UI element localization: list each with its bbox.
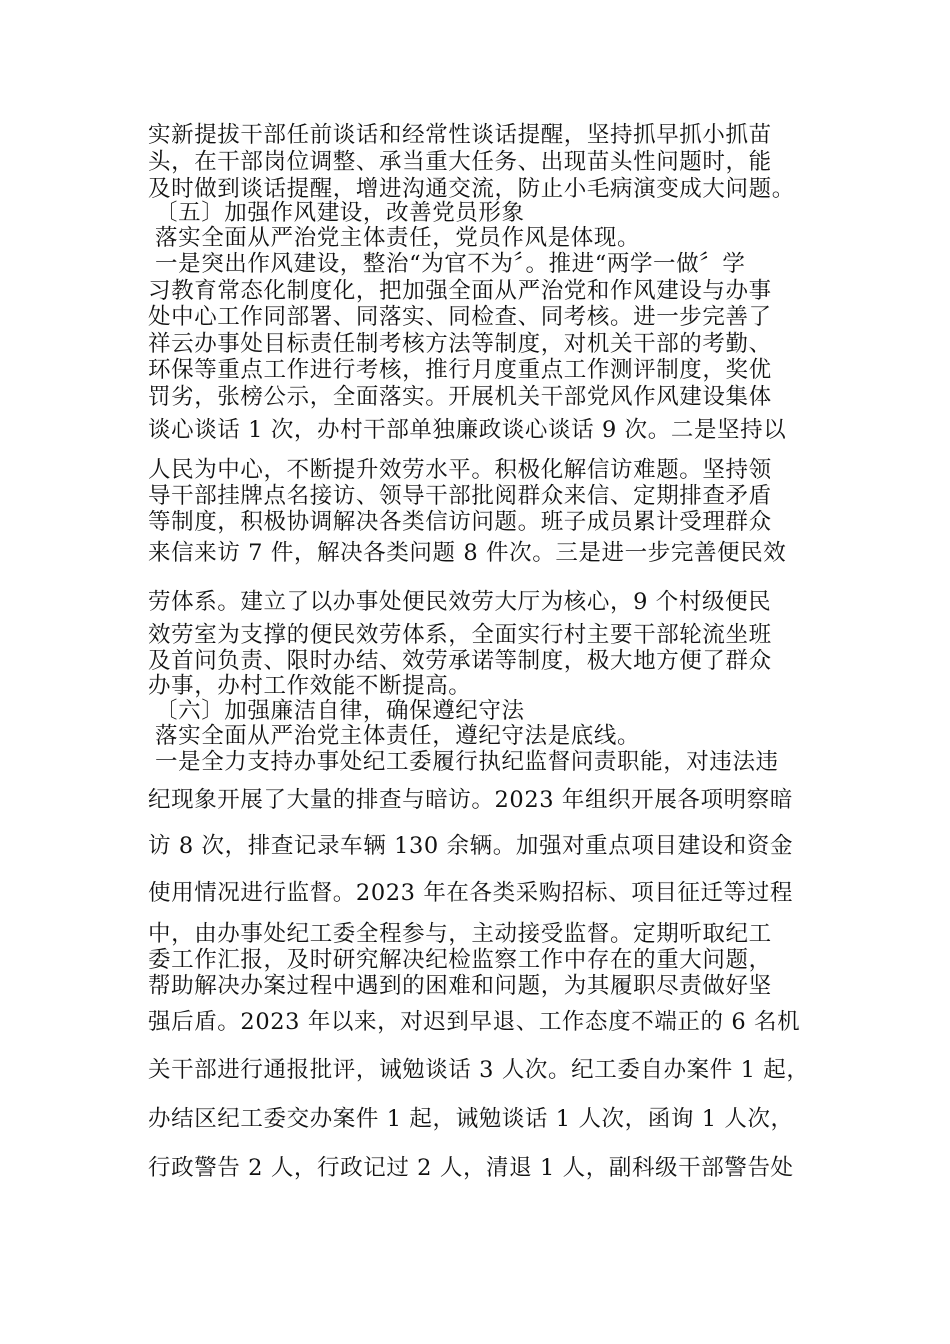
- text-line: 导干部挂牌点名接访、领导干部批阅群众来信、定期排查矛盾: [148, 483, 772, 509]
- text-line: 纪现象开展了大量的排查与暗访。2023 年组织开展各项明察暗: [148, 787, 793, 813]
- text-line: 访 8 次，排查记录车辆 130 余辆。加强对重点项目建设和资金: [148, 833, 794, 859]
- text-line: 使用情况进行监督。2023 年在各类采购招标、项目征迁等过程: [148, 880, 793, 906]
- text-line: 来信来访 7 件，解决各类问题 8 件次。三是进一步完善便民效: [148, 540, 787, 566]
- text-line: 落实全面从严治党主体责任，遵纪守法是底线。: [155, 723, 641, 749]
- text-line: 一是突出作风建设，整治“为官不为〞。推进“两学一做〞学: [155, 251, 746, 277]
- text-line: 落实全面从严治党主体责任，党员作风是体现。: [155, 225, 641, 251]
- text-line: 办事，办村工作效能不断提高。: [148, 673, 472, 699]
- text-line: 及时做到谈话提醒，增进沟通交流，防止小毛病演变成大问题。: [148, 176, 795, 202]
- text-line: 帮助解决办案过程中遇到的困难和问题，为其履职尽责做好坚: [148, 973, 772, 999]
- section-heading-6: 〔六〕加强廉洁自律，确保遵纪守法: [155, 698, 525, 724]
- text-line: 谈心谈话 1 次，办村干部单独廉政谈心谈话 9 次。二是坚持以: [148, 417, 787, 443]
- text-line: 劳体系。建立了以办事处便民效劳大厅为核心，9 个村级便民: [148, 589, 772, 615]
- text-line: 办结区纪工委交办案件 1 起，诫勉谈话 1 人次，函询 1 人次，: [148, 1106, 794, 1132]
- text-line: 中，由办事处纪工委全程参与，主动接受监督。定期听取纪工: [148, 921, 772, 947]
- text-line: 关干部进行通报批评，诫勉谈话 3 人次。纪工委自办案件 1 起，: [148, 1057, 810, 1083]
- section-heading-5: 〔五〕加强作风建设，改善党员形象: [155, 200, 525, 226]
- text-line: 行政警告 2 人，行政记过 2 人，清退 1 人，副科级干部警告处: [148, 1155, 794, 1181]
- text-line: 及首问负责、限时办结、效劳承诺等制度，极大地方便了群众: [148, 648, 772, 674]
- text-line: 环保等重点工作进行考核，推行月度重点工作测评制度，奖优: [148, 357, 772, 383]
- text-line: 效劳室为支撑的便民效劳体系，全面实行村主要干部轮流坐班: [148, 622, 772, 648]
- text-line: 实新提拔干部任前谈话和经常性谈话提醒，坚持抓早抓小抓苗: [148, 122, 772, 148]
- text-line: 人民为中心，不断提升效劳水平。积极化解信访难题。坚持领: [148, 457, 772, 483]
- text-line: 等制度，积极协调解决各类信访问题。班子成员累计受理群众: [148, 509, 772, 535]
- text-line: 处中心工作同部署、同落实、同检查、同考核。进一步完善了: [148, 304, 772, 330]
- text-line: 罚劣，张榜公示，全面落实。开展机关干部党风作风建设集体: [148, 384, 772, 410]
- text-line: 习教育常态化制度化，把加强全面从严治党和作风建设与办事: [148, 278, 772, 304]
- text-line: 强后盾。2023 年以来，对迟到早退、工作态度不端正的 6 名机: [148, 1009, 801, 1035]
- text-line: 祥云办事处目标责任制考核方法等制度，对机关干部的考勤、: [148, 331, 772, 357]
- text-line: 一是全力支持办事处纪工委履行执纪监督问责职能，对违法违: [155, 749, 779, 775]
- text-line: 委工作汇报，及时研究解决纪检监察工作中存在的重大问题，: [148, 947, 772, 973]
- text-line: 头，在干部岗位调整、承当重大任务、出现苗头性问题时，能: [148, 149, 772, 175]
